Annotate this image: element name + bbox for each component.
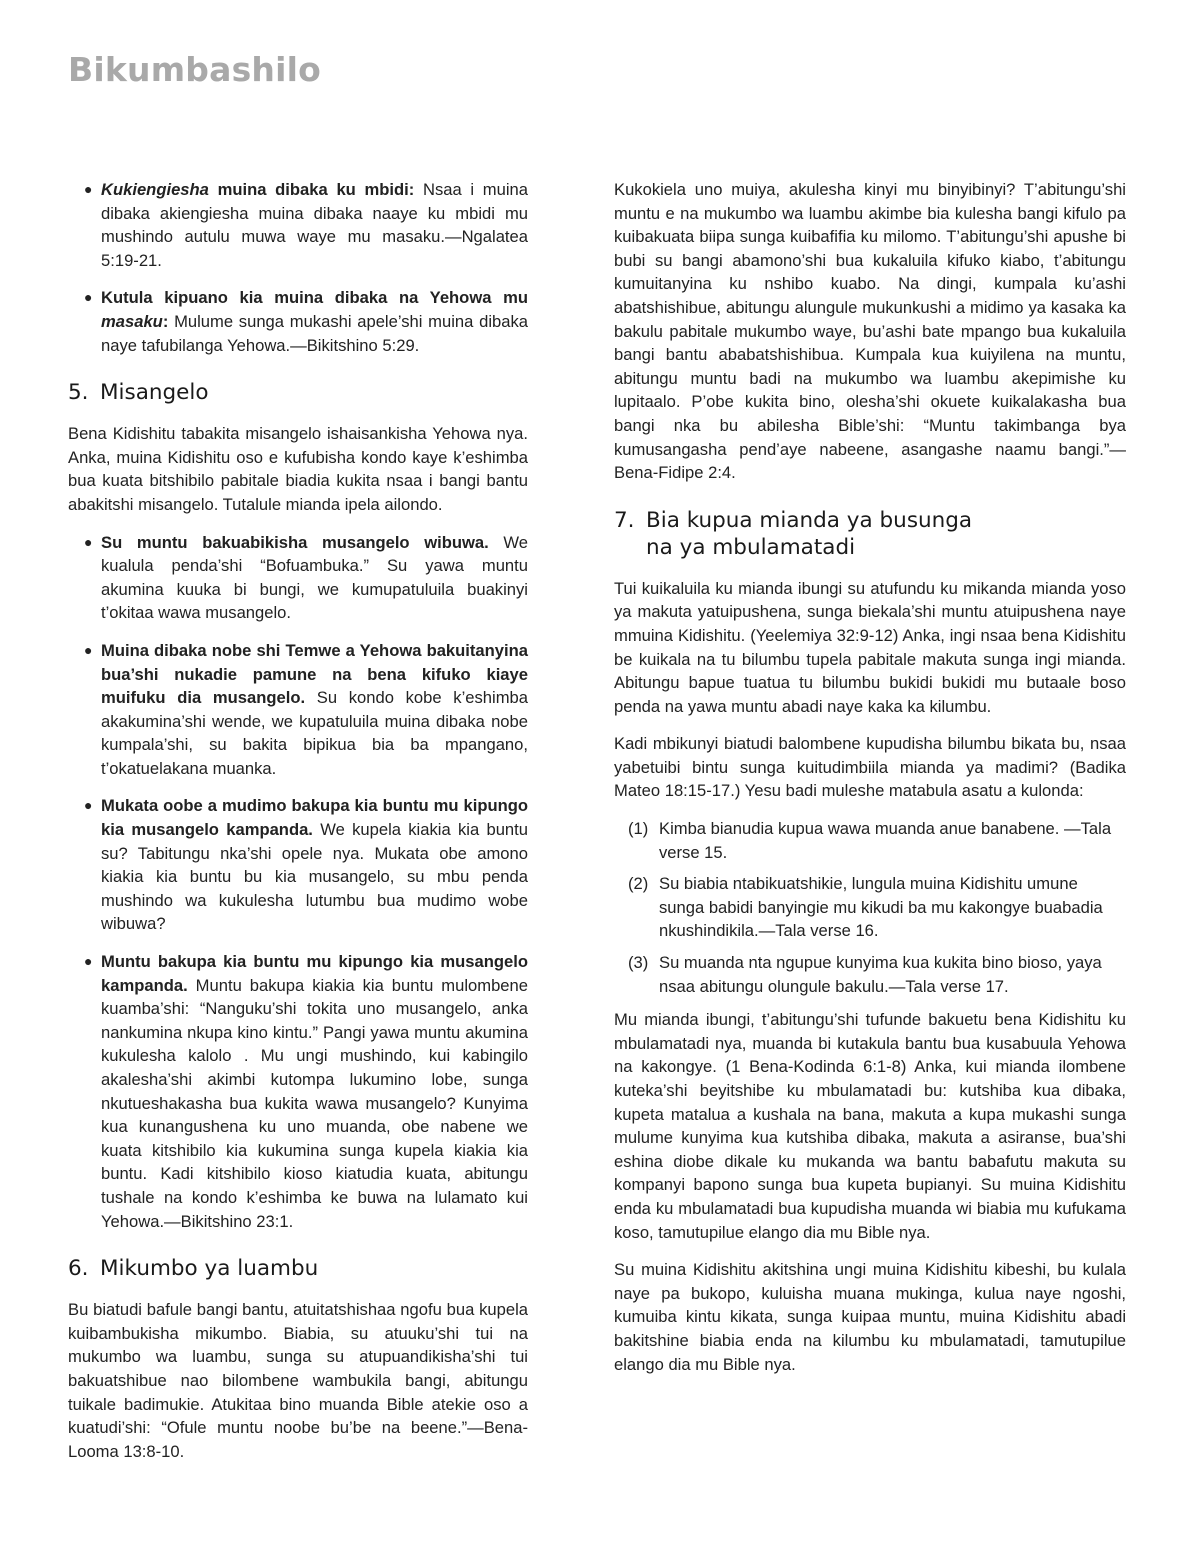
bullet-icon: ●: [84, 953, 93, 970]
section-heading-6: 6. Mikumbo ya luambu: [68, 1256, 319, 1282]
list-item: ● Muntu bakupa kia buntu mu kipungo kia musangelo kampanda. Muntu bakupa kiakia kia buntu mulombene kuamba’shi: “Nanguku’shi tokita uno musangelo, anka nankumina nkupa kino kintu.” Pangi yawa muntu akumina kukulesha kalolo . Mu ungi mushindo, kui kabingilo akalesha’shi akimbi kutompa lukumino lobe, sunga nkutueshakasha bua kukita wawa musangelo? Kunyima kua kunangushena ku uno muanda, obe nabene we kuata kitshibilo kia kukumina sunga kupela kiakia kia buntu. Kadi kitshibilo kioso kiatudia kuata, abitungu tushale na kondo k’eshimba ke buwa na lulamato kui Yehowa.—Bikitshino 23:1.: [84, 952, 528, 1231]
list-item: ● Muina dibaka nobe shi Temwe a Yehowa bakuitanyina bua’shi nukadie pamune na bena kifuko kiaye muifuku dia musangelo. Su kondo kobe k’eshimba akakumina’shi wende, we kupatuluila muina dibaka nobe kumpala’shi, su bakita bipikua bia ba mpangano, t’okatuelakana muanka.: [84, 640, 528, 778]
section-heading-7: 7. Bia kupua mianda ya busunga na ya mbulamatadi: [614, 507, 973, 560]
section-7-paragraph-2: Kadi mbikunyi biatudi balombene kupudisha bilumbu bikata bu, nsaa yabetuibi bintu sunga kuitudimbiila mianda ya madimi? (Badika Mateo 18:15-17.) Yesu badi muleshe matabula asatu a kulonda:: [614, 734, 1126, 801]
steps-list: [614, 817, 1126, 998]
bullet-icon: ●: [84, 641, 93, 658]
bullet-icon: ●: [84, 181, 93, 197]
bullet-list-section-5: [68, 531, 528, 1234]
step-item: (2) Su biabia ntabikuatshikie, lungula muina Kidishitu umune sunga babidi banyingie mu kikudi ba mu kakongye buabadia nkushindikila.—Tala verse 16.: [628, 874, 1103, 941]
bullet-list-top: [68, 178, 528, 357]
list-item: ● Kutula kipuano kia muina dibaka na Yehowa mu masaku: Mulume sunga mukashi apele’shi muina dibaka naye tafubilanga Yehowa.—Bikitshino 5:29.: [84, 288, 528, 355]
section-7-paragraph-3: Mu mianda ibungi, t’abitungu’shi tufunde bakuetu bena Kidishitu ku mbulamatadi nya, muanda bi kutakula bantu bua kusabuula Yehowa na kakongye. (1 Bena-Kodinda 6:1-8) Anka, kui mianda ilombene kuteka’shi beyitshibe ku mbulamatadi bu: kutshiba kua dibaka, kupeta matalua a kushala na bana, makuta a kupa mukashi sunga mulume kunyima kua kutshiba dibaka, makuta a asiranse, bua’shi eshina diobe dikale ku mukanda wa bantu babafutu makuta su kompanyi bapono sunga bua kupeta bupianyi. Su muina Kidishitu enda ku mbulamatadi bua kupudisha muanda wi biabia mu kufukama koso, tamutupilue elango dia mu Bible nya.: [614, 1010, 1126, 1242]
section-6-text: Bu biatudi bafule bangi bantu, atuitatshishaa ngofu bua kupela kuibambukisha mikumbo. Biabia, su atuuku’shi tui na mukumbo wa luambu, sunga su atupuandikisha’shi tui bakuatshibue nao bilombene wambukila bangi, abitungu tuikale badimukie. Atukitaa bino muanda Bible atekie oso a kuatudi’shi: “Ofule muntu noobe bu’be na beene.”—Bena-Looma 13:8-10.: [68, 1300, 528, 1461]
section-heading-5: 5. Misangelo: [68, 380, 209, 406]
right-column: [614, 178, 1126, 1390]
step-item: (1) Kimba bianudia kupua wawa muanda anue banabene. —Tala verse 15.: [628, 819, 1112, 862]
left-column: [68, 178, 528, 1477]
section-5-intro: Bena Kidishitu tabakita misangelo ishaisankisha Yehowa nya. Anka, muina Kidishitu oso e kufubisha kondo kaye k’eshimba bua kuata bitshibilo pabitale biadia kukita nsaa i bangi bantu abakitshi misangelo. Tutalule mianda ipela ailondo.: [68, 424, 528, 514]
section-7-paragraph-1: Tui kuikaluila ku mianda ibungi su atufundu ku mikanda mianda yoso ya makuta yatuipushena, sunga biekala’shi muntu atuipushena naye mmuina Kidishitu. (Yeelemiya 32:9-12) Anka, ingi nsaa bena Kidishitu be kuikala na tu bilumbu tupela pabitale makuta sunga ingi mianda. Abitungu bapue tuatua tu bilumbu bukidi bukidi mu butaale boso penda na yawa muntu abadi naye kaka ka kilumbu.: [614, 578, 1126, 716]
list-item: ● Su muntu bakuabikisha musangelo wibuwa. We kualula penda’shi “Bofuambuka.” Su yawa muntu akumina kuuka bi bungi, we kumupatuluila buakinyi t’okitaa wawa musangelo.: [84, 532, 529, 623]
step-item: (3) Su muanda nta ngupue kunyima kua kukita bino bioso, yaya nsaa abitungu olungule bakulu.—Tala verse 17.: [628, 953, 1102, 996]
section-7-paragraph-4: Su muina Kidishitu akitshina ungi muina Kidishitu kibeshi, bu kulala naye pa bukopo, kuluisha muana mukinga, kulua naye ngoshi, kumuiba kintu kikata, sunga kuipaa muntu, muina Kidishitu abadi bakitshine biabia enda na kilumbu ku mbulamatadi, tamutupilue elango dia mu Bible nya.: [614, 1260, 1126, 1374]
bullet-icon: ●: [84, 797, 93, 814]
bullet-icon: ●: [84, 533, 93, 550]
section-6-continued: Kukokiela uno muiya, akulesha kinyi mu binyibinyi? T’abitungu’shi muntu e na mukumbo wa luambu akimbe bia kulesha bangi kifulo pa kuibakuata biipa sunga kuibafifia ku milomo. T’abitungu’shi apushe bi bubi su bangi abamono’shi bua kukaluila kifuko kiabo, t’abitungu kumuitanyina ku nshibo kuabo. Na dingi, kumpala ku’ashi abatshishibue, abitungu alungule mukunkushi a midimo ya kasaka ka bakulu pabitale mukumbo waye, bu’ashi bate mpango bua kukaluila bangi bantu ababatshishibua. Kumpala kua kuiyilena na muntu, abitungu muntu badi na mukumbo wa luambu akepimishe ku lupitaalo. P’obe kukita bino, olesha’shi okuete kuikalakasha bua bangi nka bu abilesha Bible’shi: “Muntu takimbanga bya kumusangasha pend’aye nabeene, asangashe naamu bangi.”—Bena-Fidipe 2:4.: [614, 180, 1126, 483]
list-item: ● Mukata oobe a mudimo bakupa kia buntu mu kipungo kia musangelo kampanda. We kupela kiakia kia buntu su? Tabitungu nka’shi opele nya. Mukata obe amono kiakia kia buntu bu kia musangelo, su mbu penda mushindo wa kukulesha lutumbu bua mudimo wobe wibuwa?: [84, 796, 528, 934]
page-title: Bikumbashilo: [68, 50, 322, 89]
bullet-icon: ●: [84, 289, 93, 306]
list-item: ● Kukiengiesha muina dibaka ku mbidi: Nsaa i muina dibaka akiengiesha muina dibaka naaye ku mbidi mu mushindo autulu muwa waye mu masaku.—Ngalatea 5:19-21.: [84, 180, 528, 270]
